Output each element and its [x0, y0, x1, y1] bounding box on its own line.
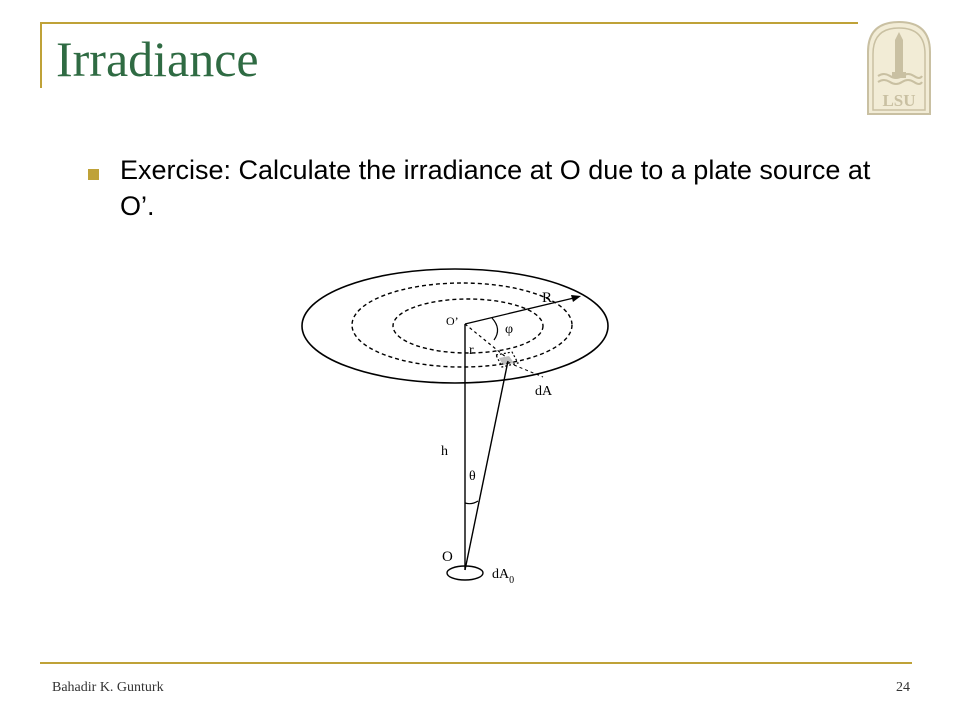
area-label-pointer [514, 365, 543, 377]
radius-line [465, 297, 578, 324]
radius-arrowhead [571, 295, 581, 302]
footer-line [40, 662, 912, 664]
label-height: h [441, 444, 448, 459]
label-observer: O [442, 549, 453, 565]
slide-title: Irradiance [56, 31, 259, 87]
label-azimuth: φ [505, 322, 514, 337]
outer-dashed-ring [352, 283, 572, 367]
theta-arc [465, 501, 478, 504]
phi-arc [492, 318, 498, 340]
label-observer-area-main: dA [492, 567, 510, 582]
plate-source-diagram [290, 255, 630, 605]
left-frame-line [40, 22, 42, 88]
label-observer-area-subscript: 0 [509, 575, 515, 586]
label-radius: R [542, 290, 553, 306]
label-angle: θ [469, 469, 476, 484]
label-small-radius: r [469, 343, 474, 358]
page-number: 24 [896, 680, 910, 695]
lsu-logo [864, 18, 934, 118]
label-observer-area [492, 567, 514, 586]
bullet-square-icon [88, 169, 99, 180]
label-center: O’ [446, 314, 459, 328]
logo-text: LSU [882, 91, 916, 110]
label-area-element: dA [535, 384, 553, 399]
footer-author: Bahadir K. Gunturk [52, 680, 164, 695]
slant-line [465, 361, 508, 570]
bullet-text: Exercise: Calculate the irradiance at O due to a plate source at O’. [120, 155, 871, 221]
top-frame-line [40, 22, 858, 24]
inner-dashed-ring [393, 299, 543, 353]
